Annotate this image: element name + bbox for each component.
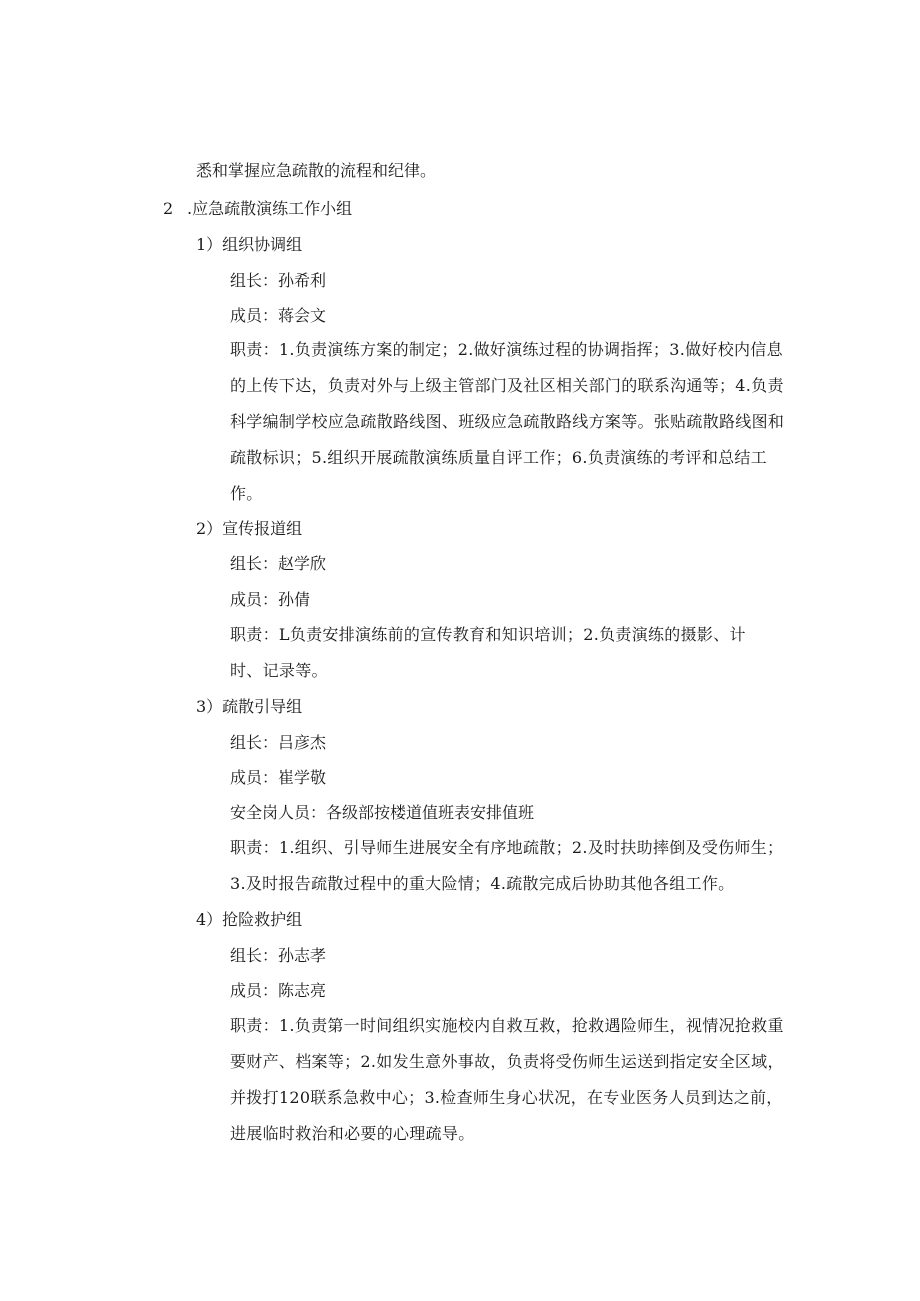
group-heading: 1）组织协调组: [196, 235, 303, 254]
group-heading: 2）宣传报道组: [196, 519, 303, 538]
group-heading: 3）疏散引导组: [196, 697, 303, 716]
group-duty: 职责：1.组织、引导师生进展安全有序地疏散；2.及时扶助摔倒及受伤师生；3.及时报告疏散过程中的重大险情；4.疏散完成后协助其他各组工作。: [230, 838, 784, 893]
group-safety: 安全岗人员：各级部按楼道值班表安排值班: [230, 803, 535, 822]
group-heading: 4）抢险救护组: [196, 910, 303, 929]
intro-line: 悉和掌握应急疏散的流程和纪律。: [196, 161, 437, 180]
group-member: 成员：孙倩: [230, 590, 311, 609]
group-leader: 组长：孙志孝: [230, 946, 327, 965]
group-member: 成员：陈志亮: [230, 981, 327, 1000]
group-member: 成员：蒋会文: [230, 306, 327, 325]
group-duty: 职责：1.负责演练方案的制定；2.做好演练过程的协调指挥；3.做好校内信息的上传下达，负责对外与上级主管部门及社区相关部门的联系沟通等；4.负责科学编制学校应急疏散路线图、班级应急疏散路线方案等。张贴疏散路线图和疏散标识；5.组织开展疏散演练质量自评工作；6.负责演练的考评和总结工作。: [230, 340, 785, 503]
section-title: .应急疏散演练工作小组: [187, 199, 353, 218]
group-duty: 职责：L负责安排演练前的宣传教育和知识培训；2.负责演练的摄影、计时、记录等。: [230, 625, 746, 680]
group-member: 成员：崔学敬: [230, 768, 327, 787]
group-duty: 职责：1.负责第一时间组织实施校内自救互救，抢救遇险师生，视情况抢救重要财产、档案等；2.如发生意外事故，负责将受伤师生运送到指定安全区域，并拨打120联系急救中心；3.检查师生身心状况，在专业医务人员到达之前，进展临时救治和必要的心理疏导。: [230, 1016, 784, 1143]
section-number: 2: [163, 199, 174, 218]
group-leader: 组长：吕彦杰: [230, 733, 327, 752]
group-leader: 组长：孙希利: [230, 271, 327, 290]
group-leader: 组长：赵学欣: [230, 554, 327, 573]
